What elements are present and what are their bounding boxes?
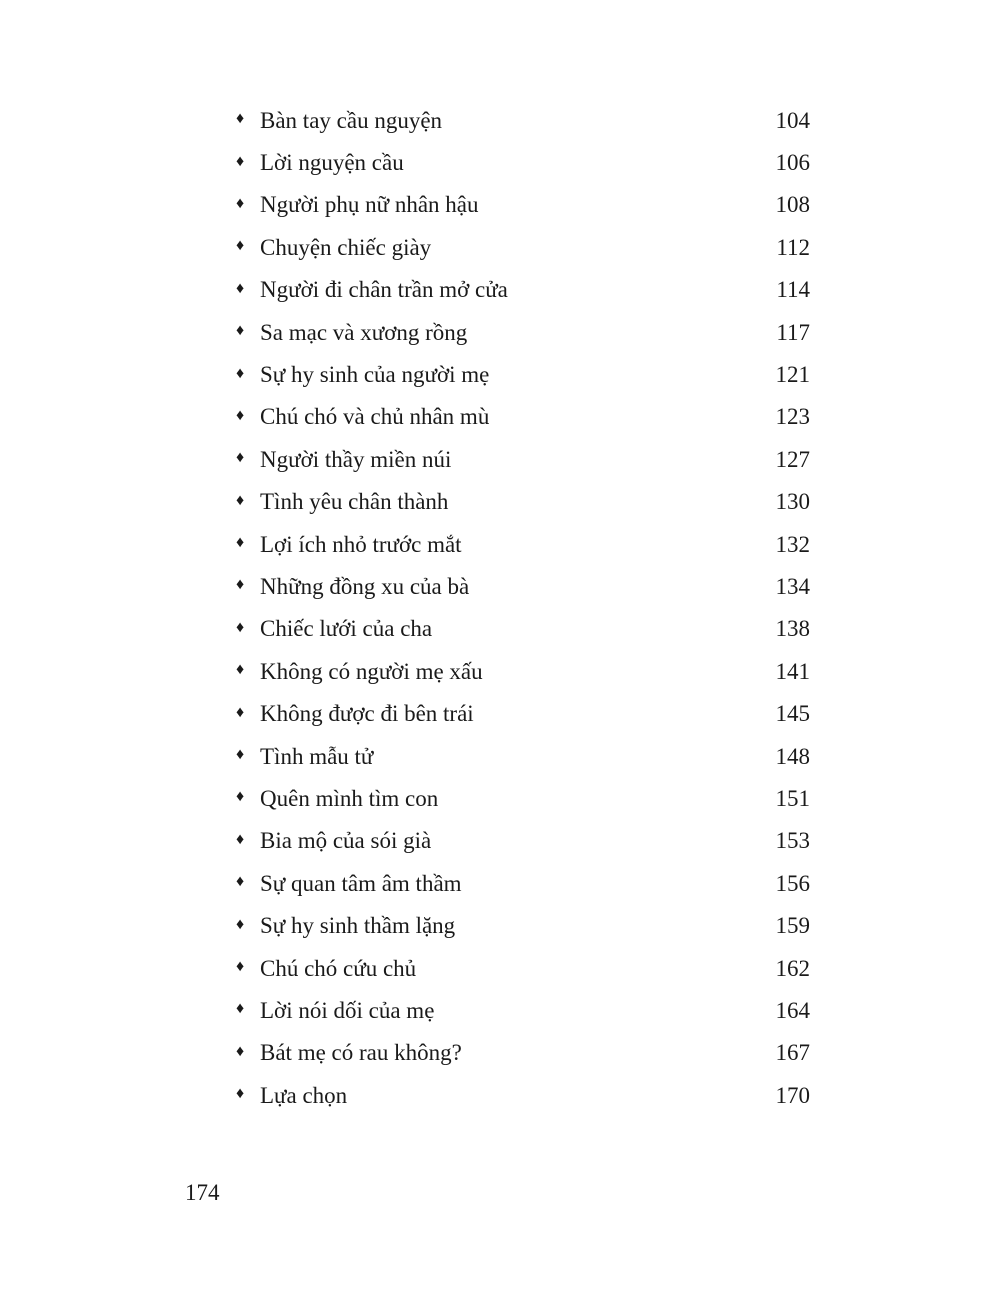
toc-entry-page: 127 [775, 446, 810, 472]
toc-entry-title: Lời nguyện cầu [260, 150, 404, 176]
toc-entry [236, 904, 810, 946]
toc-entry [236, 311, 810, 353]
toc-entry-title: Lợi ích nhỏ trước mắt [260, 531, 462, 557]
diamond-bullet-icon: ♦ [236, 661, 245, 679]
diamond-bullet-icon: ♦ [236, 788, 245, 806]
toc-entry-page: 170 [775, 1082, 810, 1108]
toc-entry [236, 565, 810, 607]
toc-entry-title: Lời nói dối của mẹ [260, 997, 435, 1023]
toc-entry [236, 735, 810, 777]
diamond-bullet-icon: ♦ [236, 746, 245, 764]
toc-entry-page: 141 [775, 658, 810, 684]
toc-entry [236, 1074, 810, 1116]
toc-entry-page: 132 [775, 531, 810, 557]
toc-entry-page: 151 [775, 785, 810, 811]
toc-entry-title: Chuyện chiếc giày [260, 234, 432, 260]
diamond-bullet-icon: ♦ [236, 1042, 245, 1060]
diamond-bullet-icon: ♦ [236, 194, 245, 212]
toc-entry-title: Người đi chân trần mở cửa [260, 277, 508, 303]
toc-entry-title: Bàn tay cầu nguyện [260, 107, 443, 133]
toc-entry-page: 108 [775, 192, 810, 218]
diamond-bullet-icon: ♦ [236, 576, 245, 594]
toc-entry-title: Những đồng xu của bà [260, 573, 470, 599]
toc-entry-page: 130 [775, 489, 810, 515]
toc-entry [236, 481, 810, 523]
toc-entry [236, 777, 810, 819]
toc-entry-page: 134 [775, 573, 810, 599]
diamond-bullet-icon: ♦ [236, 237, 245, 255]
diamond-bullet-icon: ♦ [236, 364, 245, 382]
diamond-bullet-icon: ♦ [236, 491, 245, 509]
diamond-bullet-icon: ♦ [236, 279, 245, 297]
toc-entry [236, 396, 810, 438]
toc-entry [236, 947, 810, 989]
toc-entry-page: 123 [775, 404, 810, 430]
toc-entry [236, 99, 810, 141]
toc-entry [236, 269, 810, 311]
diamond-bullet-icon: ♦ [236, 110, 245, 128]
toc-entry-page: 104 [775, 107, 810, 133]
toc-entry-title: Quên mình tìm con [260, 785, 439, 811]
toc-entry-title: Không có người mẹ xấu [260, 658, 483, 684]
toc-entry [236, 523, 810, 565]
toc-entry-page: 162 [775, 955, 810, 981]
toc-entry [236, 692, 810, 734]
toc-entry-title: Tình mẫu tử [260, 743, 374, 769]
diamond-bullet-icon: ♦ [236, 873, 245, 891]
toc-entry-page: 106 [775, 150, 810, 176]
toc-entry-title: Chiếc lưới của cha [260, 616, 433, 642]
diamond-bullet-icon: ♦ [236, 915, 245, 933]
toc-entry-title: Chú chó và chủ nhân mù [260, 404, 490, 430]
toc-entry-title: Sa mạc và xương rồng [260, 319, 468, 345]
toc-entry [236, 184, 810, 226]
toc-entry-title: Người thầy miền núi [260, 446, 452, 472]
diamond-bullet-icon: ♦ [236, 830, 245, 848]
toc-entry-page: 112 [776, 234, 810, 260]
toc-entry-title: Sự quan tâm âm thầm [260, 870, 462, 896]
table-of-contents [236, 99, 810, 1116]
toc-entry-page: 145 [775, 701, 810, 727]
toc-entry-title: Sự hy sinh thầm lặng [260, 913, 456, 939]
toc-entry [236, 1032, 810, 1074]
toc-entry [236, 862, 810, 904]
toc-entry-page: 156 [775, 870, 810, 896]
toc-entry-title: Bia mộ của sói già [260, 828, 432, 854]
toc-entry [236, 226, 810, 268]
diamond-bullet-icon: ♦ [236, 449, 245, 467]
diamond-bullet-icon: ♦ [236, 958, 245, 975]
toc-entry [236, 141, 810, 183]
diamond-bullet-icon: ♦ [236, 618, 245, 636]
toc-entry-page: 114 [776, 277, 810, 303]
toc-entry-page: 164 [775, 997, 810, 1023]
toc-entry-title: Lựa chọn [260, 1082, 348, 1108]
toc-entry-page: 148 [775, 743, 810, 769]
toc-entry-title: Tình yêu chân thành [260, 489, 449, 515]
toc-entry [236, 820, 810, 862]
toc-entry [236, 650, 810, 692]
diamond-bullet-icon: ♦ [236, 703, 245, 721]
toc-entry [236, 353, 810, 395]
toc-entry [236, 989, 810, 1031]
toc-entry-title: Không được đi bên trái [260, 701, 474, 727]
toc-entry-title: Sự hy sinh của người mẹ [260, 362, 490, 388]
diamond-bullet-icon: ♦ [236, 406, 245, 424]
diamond-bullet-icon: ♦ [236, 1000, 245, 1018]
diamond-bullet-icon: ♦ [236, 322, 245, 340]
diamond-bullet-icon: ♦ [236, 1085, 245, 1103]
diamond-bullet-icon: ♦ [236, 152, 245, 170]
toc-entry-page: 153 [775, 828, 810, 854]
toc-entry [236, 438, 810, 480]
toc-entry-page: 138 [775, 616, 810, 642]
toc-entry [236, 608, 810, 650]
diamond-bullet-icon: ♦ [236, 534, 245, 552]
page-number: 174 [185, 1180, 220, 1205]
toc-entry-page: 167 [775, 1040, 810, 1066]
toc-entry-page: 117 [776, 319, 810, 345]
toc-entry-page: 159 [775, 913, 810, 939]
toc-entry-title: Người phụ nữ nhân hậu [260, 192, 479, 218]
toc-entry-title: Chú chó cứu chủ [260, 955, 417, 981]
toc-entry-page: 121 [775, 362, 810, 388]
toc-entry-title: Bát mẹ có rau không? [260, 1040, 462, 1066]
